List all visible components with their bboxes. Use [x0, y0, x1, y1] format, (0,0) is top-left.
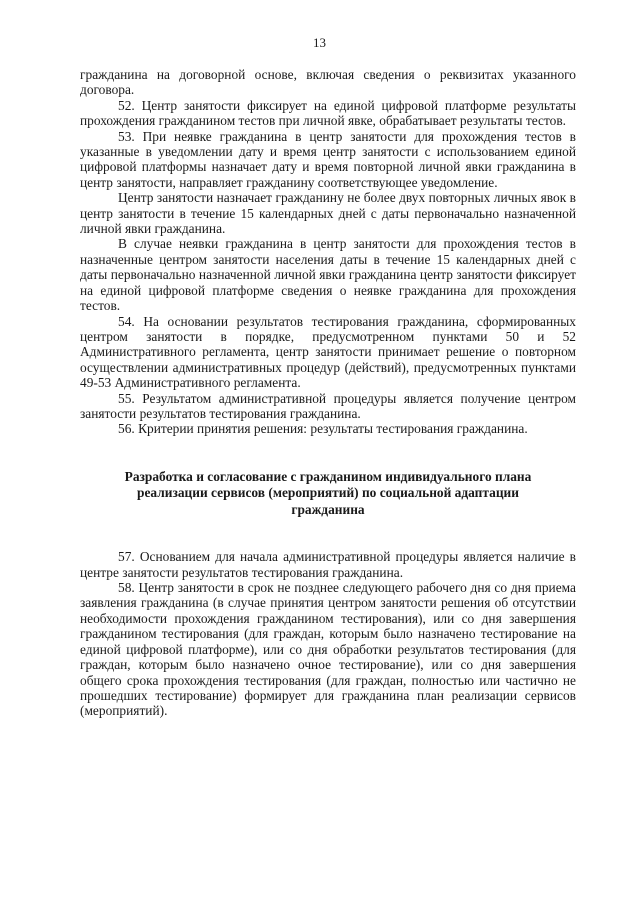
paragraph-58: 58. Центр занятости в срок не позднее следующего рабочего дня со дня приема заявления гражданина (в случае принятия центром занятости решения об отсутствии необходимости прохождения гражданином тестирования), или со дня завершения гражданином тестирования (для граждан, которым было назначено тестирование на единой цифровой платформе), или со дня обработки результатов тестирования (для граждан, которым было назначено очное тестирование), или со дня завершения общего срока прохождения тестирования (для граждан, полностью или частично не прошедших тестирование) формирует для гражданина план реализации сервисов (мероприятий).	[80, 580, 576, 719]
paragraph-55: 55. Результатом административной процедуры является получение центром занятости результатов тестирования гражданина.	[80, 390, 576, 421]
paragraph-56: 56. Критерии принятия решения: результаты тестирования гражданина.	[118, 421, 528, 437]
section-heading-line: гражданина	[291, 501, 365, 517]
section-heading-line: реализации сервисов (мероприятий) по социальной адаптации	[137, 485, 519, 501]
paragraph-52: 52. Центр занятости фиксирует на единой цифровой платформе результаты прохождения гражданином тестов при личной явке, обрабатывает результаты тестов.	[80, 97, 576, 129]
paragraph-53: 53. При неявке гражданина в центр занятости для прохождения тестов в указанные в уведомлении дату и время центр занятости с использованием единой цифровой платформы назначает дату и время повторной личной явки гражданина в центр занятости, направляет гражданину соответствующее уведомление.	[80, 128, 576, 190]
paragraph-57: 57. Основанием для начала административной процедуры является наличие в центре занятости результатов тестирования гражданина.	[80, 549, 576, 580]
page-content	[80, 67, 576, 719]
section-heading-line: Разработка и согласование с гражданином индивидуального плана	[124, 468, 532, 484]
paragraph-54: 54. На основании результатов тестирования гражданина, сформированных центром занятости в порядке, предусмотренном пунктами 50 и 52 Административного регламента, центр занятости принимает решение о повторном осуществлении административных процедур (действий), предусмотренных пунктами 49-53 Административного регламента.	[80, 313, 576, 391]
page-number: 13	[313, 35, 326, 50]
paragraph-53-repeat-visits: Центр занятости назначает гражданину не более двух повторных личных явок в центр занятости в течение 15 календарных дней с даты первоначально назначенной личной явки гражданина.	[80, 190, 576, 237]
paragraph-continuation: гражданина на договорной основе, включая сведения о реквизитах указанного договора.	[80, 67, 576, 98]
section-heading	[80, 469, 576, 519]
paragraph-53-no-show: В случае неявки гражданина в центр занятости для прохождения тестов в назначенные центром занятости населения даты в течение 15 календарных дней с даты первоначально назначенной личной явки гражданина центр занятости фиксирует на единой цифровой платформе сведения о неявке гражданина для прохождения тестов.	[80, 236, 576, 314]
